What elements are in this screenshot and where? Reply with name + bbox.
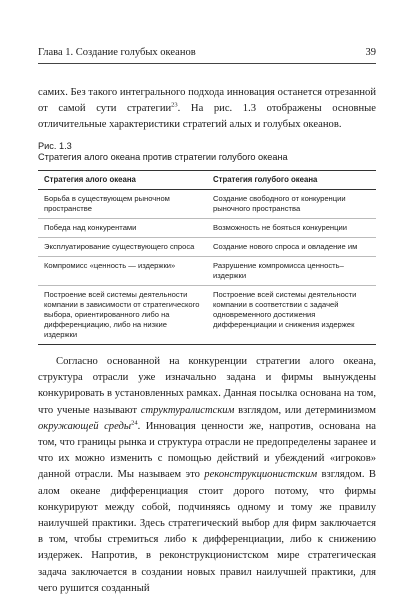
table-cell: Борьба в существующем рыночном пространстве [38,190,207,219]
figure-caption: Стратегия алого океана против стратегии голубого океана [38,152,288,162]
body-text [38,354,376,597]
table-row [38,238,376,257]
table-cell: Создание свободного от конкуренции рыночного пространства [207,190,376,219]
footnote-ref-24: 24 [131,419,138,427]
header-rule [38,63,376,64]
table-cell: Компромисс «ценность — издержки» [38,257,207,286]
column-header-blue-ocean: Стратегия голубого океана [207,171,376,190]
running-header [38,47,376,58]
table-cell: Разрушение компромисса ценность–издержки [207,257,376,286]
intro-text-1: самих. Без такого интегрального подхода инновация останется отрезанной от самой сути стратегии [38,87,376,114]
table-cell: Победа над конкурентами [38,219,207,238]
chapter-title: Глава 1. Создание голубых океанов [38,47,196,58]
text-run: взглядом, или детерминизмом [234,404,376,416]
comparison-table [38,170,376,345]
emphasis-term: структуралистским [140,404,235,416]
column-header-red-ocean: Стратегия алого океана [38,171,207,190]
table-row [38,286,376,345]
emphasis-term: реконструкционистским [204,469,318,481]
table-row [38,257,376,286]
footnote-ref-23: 23 [171,101,178,109]
text-run: . Инновация ценности же, напротив, основана на том, что границы рынка и структура отрасли не предопределены заранее и что их можно изменить с помощью действий и убеждений «игроков» данной отрасли. Мы называем это [38,420,376,481]
table-cell: Эксплуатирование существующего спроса [38,238,207,257]
body-paragraph [38,354,376,597]
text-run: взглядом. В алом океане дифференциация стоит дорого потому, что фирмы конкурируют между собой, подчиняясь одному и тому же правилу наилучшей практики. Здесь стратегический выбор для фирм заключается в том, чтобы стремиться либо к дифференциации, либо к снижению издержек. Напротив, в реконструкционистском мире стратегическая задача заключается в создании новых правил наилучшей практики, для чего рушится созданный [38,469,376,594]
table-row [38,219,376,238]
emphasis-term: окружающей среды [38,420,132,432]
table-cell: Возможность не бояться конкуренции [207,219,376,238]
table-cell: Построение всей системы деятельности компании в соответствии с задачей одновременного достижения дифференциации и снижения издержек [207,286,376,345]
figure-label: Рис. 1.3 [38,141,72,151]
intro-paragraph [38,85,376,133]
table-cell: Создание нового спроса и овладение им [207,238,376,257]
table-cell: Построение всей системы деятельности компании в зависимости от стратегического выбора, ориентированного либо на дифференциацию, либо на низкие издержки [38,286,207,345]
table-row [38,190,376,219]
intro-text-2: . На рис. 1.3 отображены основные отличительные характеристики стратегий алых и голубых океанов. [38,103,376,130]
page-number: 39 [365,47,376,58]
table-header-row [38,171,376,190]
text-run: Согласно основанной на конкуренции стратегии алого океана, структура отрасли уже изначально задана и фирмы вынуждены конкурировать в установленных рамках. Данная посылка основана на том, что ученые называют [38,356,376,416]
